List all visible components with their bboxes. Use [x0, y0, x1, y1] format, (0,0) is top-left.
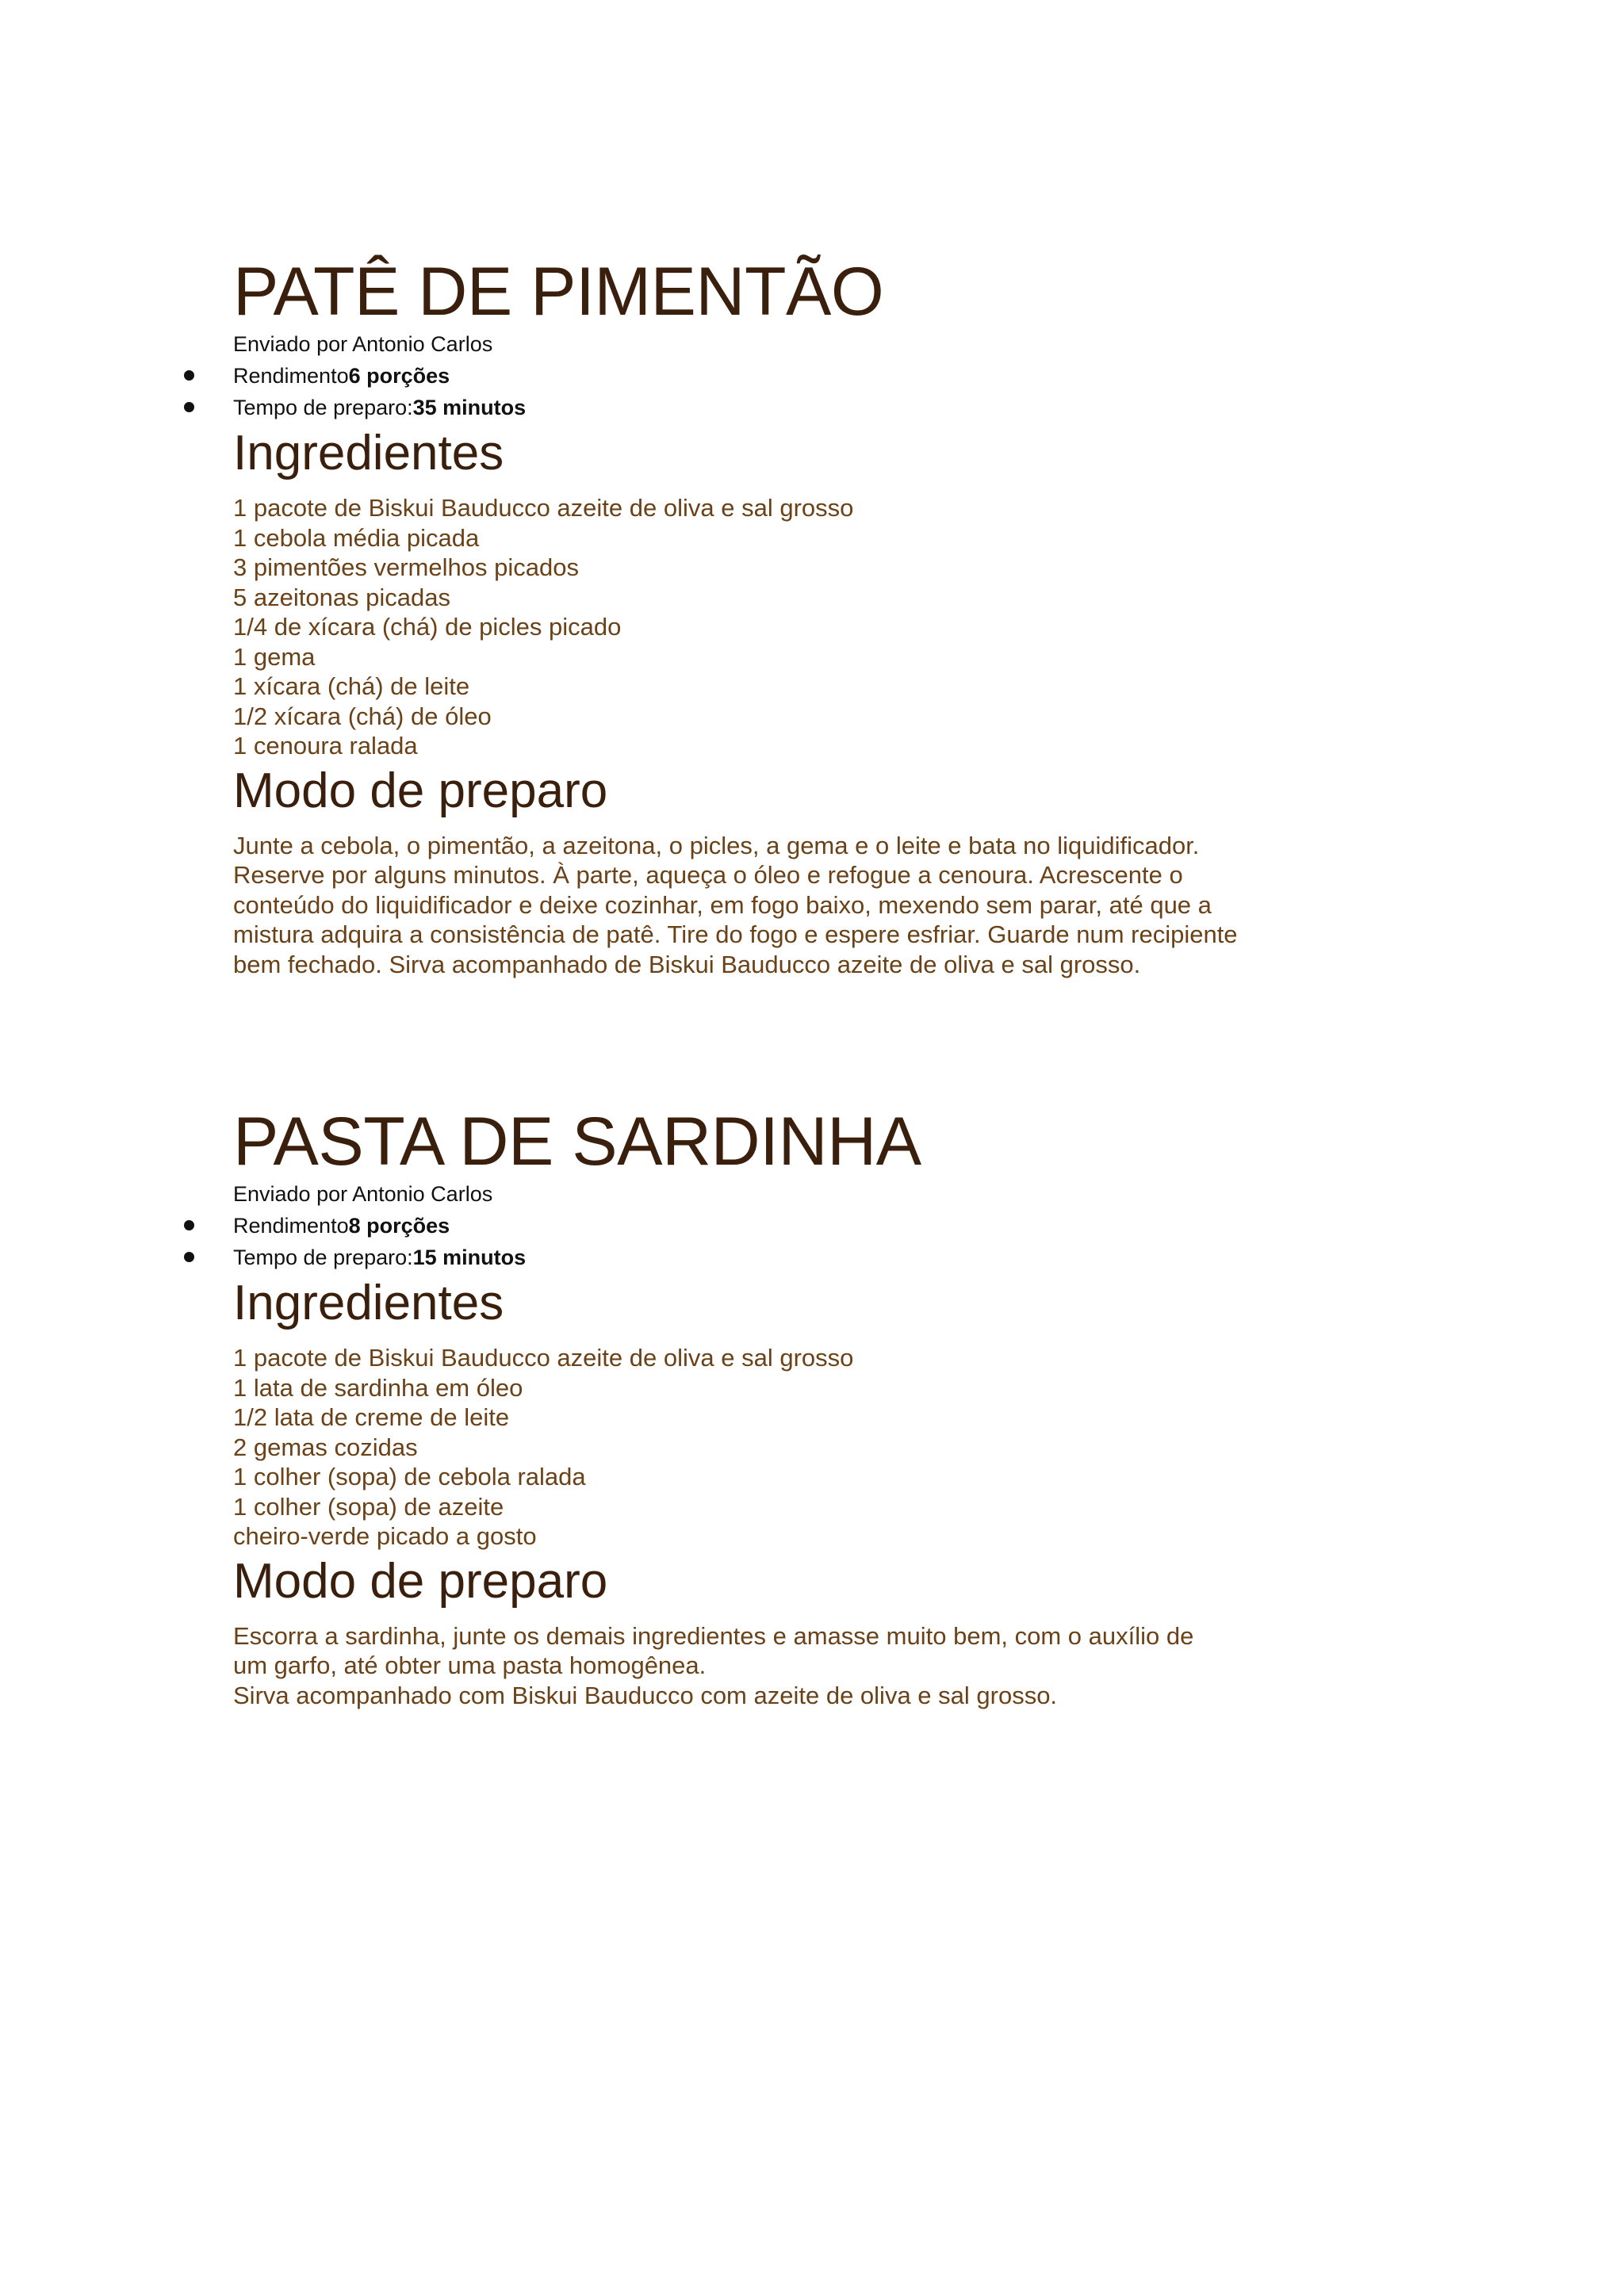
recipe-meta-list [233, 1210, 1343, 1273]
recipe-author: Enviado por Antonio Carlos [233, 1182, 493, 1206]
method-line: conteúdo do liquidificador e deixe cozinhar, em fogo baixo, mexendo sem parar, até que a [233, 890, 1212, 919]
yield-label: Rendimento [233, 364, 349, 388]
ingredients-list [233, 1343, 1343, 1552]
ingredients-list [233, 493, 1343, 761]
ingredient-item: 1 cenoura ralada [233, 732, 418, 760]
method-text [233, 1621, 1343, 1711]
method-line: mistura adquira a consistência de patê. Tire do fogo e espere esfriar. Guarde num recipiente [233, 920, 1238, 948]
ingredient-item: 1 colher (sopa) de cebola ralada [233, 1463, 586, 1490]
ingredient-item: 1 pacote de Biskui Bauducco azeite de oliva e sal grosso [233, 1344, 854, 1372]
recipe-pasta-de-sardinha [233, 1102, 1343, 1710]
prep-time-label: Tempo de preparo: [233, 1246, 413, 1269]
ingredient-item: 1 gema [233, 642, 316, 671]
ingredients-heading: Ingredientes [233, 426, 504, 480]
recipe-title: PASTA DE SARDINHA [233, 1104, 921, 1180]
recipe-yield [233, 360, 1343, 392]
bullet-icon [184, 1220, 194, 1230]
bullet-icon [184, 402, 194, 412]
ingredient-item: 1 colher (sopa) de azeite [233, 1492, 504, 1521]
method-heading: Modo de preparo [233, 1553, 608, 1609]
method-text [233, 831, 1343, 980]
recipe-title: PATÊ DE PIMENTÃO [233, 254, 884, 330]
ingredient-item: 1/4 de xícara (chá) de picles picado [233, 613, 622, 641]
ingredient-item: 1 xícara (chá) de leite [233, 672, 470, 700]
recipe-prep-time [233, 1242, 1343, 1273]
ingredient-item: 1/2 xícara (chá) de óleo [233, 702, 492, 730]
ingredient-item: 1 lata de sardinha em óleo [233, 1373, 523, 1402]
bullet-icon [184, 1252, 194, 1262]
recipe-prep-time [233, 392, 1343, 423]
method-line: um garfo, até obter uma pasta homogênea. [233, 1651, 707, 1679]
prep-time-label: Tempo de preparo: [233, 396, 413, 419]
method-line: Sirva acompanhado com Biskui Bauducco com azeite de oliva e sal grosso. [233, 1681, 1058, 1709]
ingredient-item: 1 cebola média picada [233, 523, 480, 552]
method-line: bem fechado. Sirva acompanhado de Biskui Bauducco azeite de oliva e sal grosso. [233, 950, 1141, 978]
yield-label: Rendimento [233, 1214, 349, 1238]
bullet-icon [184, 370, 194, 381]
yield-value: 8 porções [348, 1214, 450, 1238]
ingredient-item: 1/2 lata de creme de leite [233, 1403, 510, 1431]
recipe-yield [233, 1210, 1343, 1242]
ingredient-item: 1 pacote de Biskui Bauducco azeite de oliva e sal grosso [233, 494, 854, 522]
recipe-author: Enviado por Antonio Carlos [233, 332, 493, 356]
yield-value: 6 porções [348, 364, 450, 388]
ingredient-item: 2 gemas cozidas [233, 1433, 418, 1461]
method-line: Escorra a sardinha, junte os demais ingredientes e amasse muito bem, com o auxílio de [233, 1621, 1194, 1650]
method-line: Junte a cebola, o pimentão, a azeitona, o picles, a gema e o leite e bata no liquidificador. [233, 831, 1200, 859]
method-line: Reserve por alguns minutos. À parte, aqueça o óleo e refogue a cenoura. Acrescente o [233, 861, 1183, 889]
ingredient-item: 5 azeitonas picadas [233, 583, 451, 611]
ingredients-heading: Ingredientes [233, 1276, 504, 1330]
recipe-pate-de-pimentao [233, 252, 1343, 979]
method-heading: Modo de preparo [233, 763, 608, 818]
ingredient-item: cheiro-verde picado a gosto [233, 1522, 537, 1550]
ingredient-item: 3 pimentões vermelhos picados [233, 553, 579, 581]
prep-time-value: 15 minutos [412, 1246, 527, 1269]
recipe-meta-list [233, 360, 1343, 423]
prep-time-value: 35 minutos [412, 396, 527, 419]
